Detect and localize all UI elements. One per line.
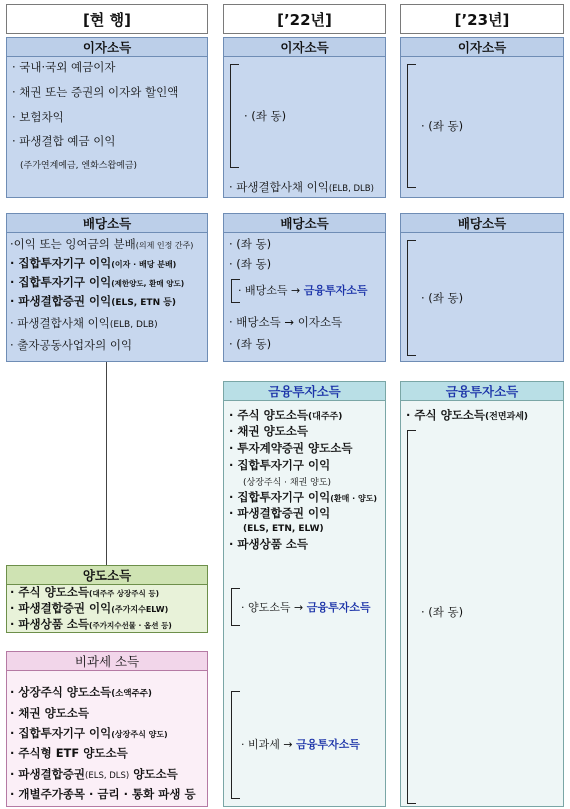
y22-fininvest-subnote-2: (ELS, ETN, ELW) — [243, 524, 324, 534]
y22-interest-extra-main: · 파생결합사채 이익 — [229, 180, 329, 194]
y23-dividend-bracket — [407, 240, 416, 356]
y23-interest-same: · (좌 동) — [421, 119, 464, 133]
current-transfer-item-1-note: (대주주 상장주식 등) — [89, 589, 160, 598]
y22-interest-same: · (좌 동) — [244, 109, 287, 123]
y22-nontax-row — [241, 738, 360, 752]
y23-interest-bracket — [407, 64, 416, 188]
current-nontax-item-3-note: (상장주식 양도) — [111, 730, 168, 739]
column-header-2023: [’23년] — [400, 4, 564, 34]
current-transfer-item-3 — [10, 617, 172, 633]
current-dividend-item-2-main: · 집합투자기구 이익 — [10, 256, 112, 270]
y22-fininvest-item-2: · 채권 양도소득 — [229, 424, 309, 438]
column-header-2022: [’22년] — [223, 4, 386, 34]
current-dividend-item-4-note: (ELS, ETN 등) — [111, 298, 177, 308]
y22-fininvest-item-7: · 파생상품 소득 — [229, 537, 309, 551]
y23-fininvest-bracket — [407, 430, 416, 804]
y22-interest-extra-note: (ELB, DLB) — [328, 184, 374, 194]
current-dividend-item-5 — [10, 316, 158, 332]
current-dividend-item-2 — [10, 256, 176, 272]
current-interest-item-1: · 국내·국외 예금이자 — [12, 60, 116, 74]
y22-fininvest-item-5-note: (환매 · 양도) — [330, 494, 378, 503]
y22-transfer-bracket — [231, 588, 240, 626]
y23-fininvest-item-note: (전면과세) — [485, 412, 529, 422]
current-interest-note: (주가연계예금, 엔화스왑예금) — [20, 161, 138, 171]
current-transfer-item-2-note: (주가지수ELW) — [111, 605, 169, 614]
current-dividend-item-4-main: · 파생결합증권 이익 — [10, 294, 112, 308]
y22-dividend-item-2: · (좌 동) — [229, 257, 272, 271]
current-nontax-item-6: · 개별주가종목 · 금리 · 통화 파생 등 — [10, 787, 196, 801]
current-interest-title: 이자소득 — [7, 38, 207, 57]
current-dividend-item-4 — [10, 294, 176, 310]
y22-fininvest-item-1-main: · 주식 양도소득 — [229, 408, 309, 422]
current-dividend-title: 배당소득 — [7, 214, 207, 233]
y22-interest-bracket — [230, 64, 239, 168]
y23-dividend-same: · (좌 동) — [421, 291, 464, 305]
y22-fininvest-item-1 — [229, 408, 342, 424]
current-interest-item-4: · 파생결합 예금 이익 — [12, 134, 116, 148]
current-nontax-item-5 — [10, 767, 178, 783]
y22-dividend-transfer-prefix: · 배당소득 → — [238, 284, 301, 297]
current-nontax-item-2: · 채권 양도소득 — [10, 706, 90, 720]
y22-fininvest-item-5 — [229, 490, 377, 506]
current-dividend-item-3-note: (제한양도, 환매 양도) — [111, 279, 185, 288]
current-nontax-item-5-tail: 양도소득 — [129, 767, 178, 781]
current-dividend-item-6: · 출자공동사업자의 이익 — [10, 338, 133, 352]
y22-dividend-title: 배당소득 — [224, 214, 385, 233]
current-nontax-item-3 — [10, 726, 168, 742]
current-transfer-title: 양도소득 — [7, 566, 207, 585]
current-dividend-item-2-note: (이자 · 배당 분배) — [111, 260, 177, 269]
current-transfer-item-1 — [10, 585, 159, 601]
current-nontax-title: 비과세 소득 — [7, 652, 207, 671]
current-nontax-item-5-note: (ELS, DLS) — [85, 771, 130, 781]
current-dividend-item-1 — [10, 237, 193, 253]
y23-fininvest-item-main: · 주식 양도소득 — [406, 408, 486, 422]
current-transfer-item-2-main: · 파생결합증권 이익 — [10, 601, 112, 615]
current-dividend-item-5-main: · 파생결합사채 이익 — [10, 316, 110, 330]
current-transfer-item-3-main: · 파생상품 소득 — [10, 617, 90, 631]
current-dividend-item-1-note: (의제 인정 간주) — [135, 241, 194, 250]
current-interest-item-2: · 채권 또는 증권의 이자와 할인액 — [12, 85, 179, 99]
current-nontax-item-1 — [10, 685, 152, 701]
current-transfer-item-2 — [10, 601, 168, 617]
y23-dividend-title: 배당소득 — [401, 214, 563, 233]
current-interest-item-3: · 보험차익 — [12, 110, 64, 124]
y23-fininvest-same: · (좌 동) — [421, 605, 464, 619]
y23-fininvest-title: 금융투자소득 — [401, 382, 563, 401]
y22-fininvest-item-6: · 파생결합증권 이익 — [229, 506, 331, 520]
column-header-current: [현 행] — [6, 4, 208, 34]
y22-dividend-transfer-target: 금융투자소득 — [303, 284, 368, 297]
y22-fininvest-item-5-main: · 집합투자기구 이익 — [229, 490, 331, 504]
current-dividend-item-3 — [10, 275, 184, 291]
y22-dividend-item-1: · (좌 동) — [229, 237, 272, 251]
y22-fininvest-item-3: · 투자계약증권 양도소득 — [229, 441, 353, 455]
current-nontax-item-5-main: · 파생결합증권 — [10, 767, 86, 781]
y22-nontax-target: 금융투자소득 — [296, 738, 360, 751]
y23-interest-panel — [400, 37, 564, 198]
current-dividend-item-3-main: · 집합투자기구 이익 — [10, 275, 112, 289]
current-dividend-item-1-main: ·이익 또는 잉여금의 분배 — [10, 237, 136, 251]
y23-fininvest-item — [406, 408, 528, 424]
y22-nontax-bracket — [231, 691, 240, 799]
current-nontax-item-4: · 주식형 ETF 양도소득 — [10, 746, 128, 760]
y23-fininvest-panel — [400, 381, 564, 807]
y22-interest-title: 이자소득 — [224, 38, 385, 57]
y22-interest-extra — [229, 180, 374, 196]
y22-nontax-prefix: · 비과세 → — [241, 738, 293, 751]
y23-interest-title: 이자소득 — [401, 38, 563, 57]
y22-dividend-last: · (좌 동) — [229, 337, 272, 351]
y22-dividend-move: · 배당소득 → 이자소득 — [229, 315, 343, 329]
y22-transfer-row — [241, 601, 370, 615]
y23-dividend-panel — [400, 213, 564, 362]
current-nontax-item-1-note: (소액주주) — [111, 689, 152, 699]
y22-fininvest-item-4: · 집합투자기구 이익 — [229, 458, 331, 472]
y22-fininvest-title: 금융투자소득 — [224, 382, 385, 401]
y22-dividend-transfer — [238, 284, 367, 298]
current-transfer-item-1-main: · 주식 양도소득 — [10, 585, 90, 599]
current-nontax-item-3-main: · 집합투자기구 이익 — [10, 726, 112, 740]
current-connector-line — [106, 362, 107, 565]
y22-transfer-target: 금융투자소득 — [306, 601, 371, 614]
current-dividend-item-5-note: (ELB, DLB) — [109, 320, 158, 330]
y22-fininvest-item-1-note: (대주주) — [308, 412, 343, 422]
current-transfer-item-3-note: (주가지수선물 · 옵션 등) — [89, 621, 172, 630]
y22-fininvest-subnote-1: (상장주식 · 채권 양도) — [243, 478, 332, 488]
y22-transfer-prefix: · 양도소득 → — [241, 601, 304, 614]
current-nontax-item-1-main: · 상장주식 양도소득 — [10, 685, 112, 699]
